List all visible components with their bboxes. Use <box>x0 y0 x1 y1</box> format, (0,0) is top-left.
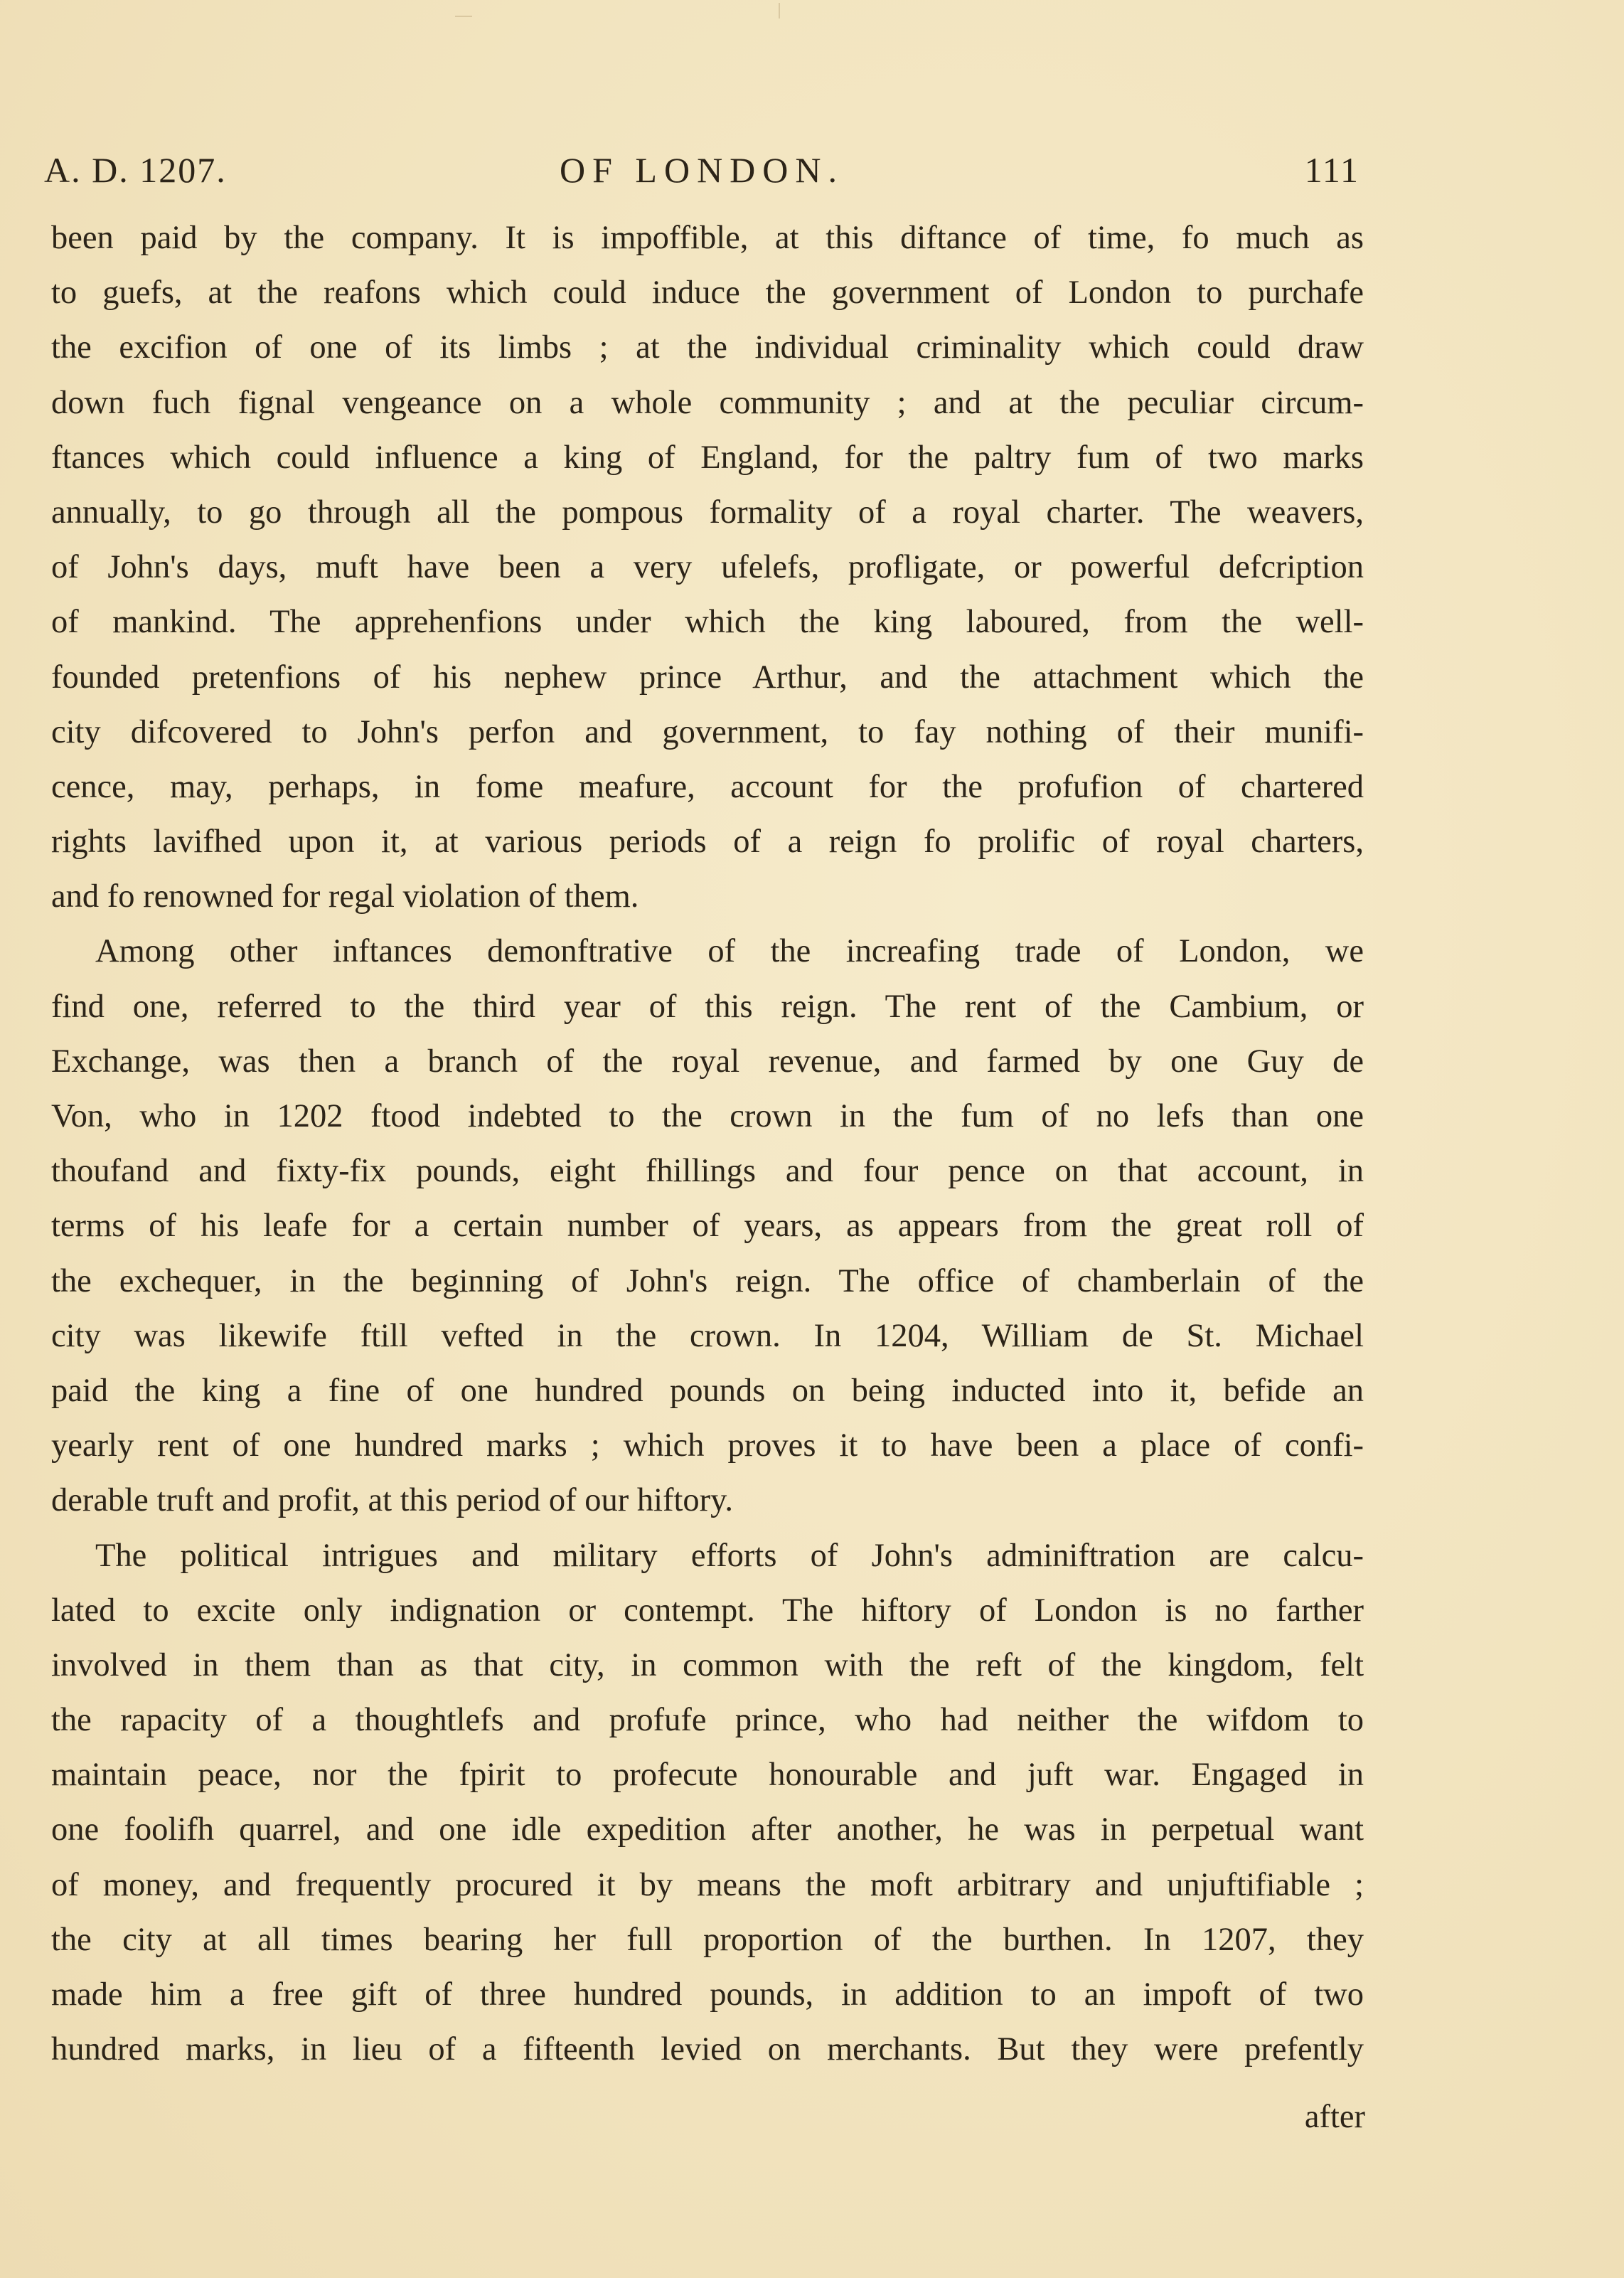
text-line: the city at all times bearing her full proportion of the burthen. In 1207, they <box>51 1921 1364 1958</box>
header-year: A. D. 1207. <box>44 150 227 190</box>
text-line: Among other inftances demonftrative of the increafing trade of London, we <box>95 933 1364 970</box>
text-line: involved in them than as that city, in common with the reft of the kingdom, felt <box>51 1646 1364 1683</box>
text-line: lated to excite only indignation or contempt. The hiftory of London is no farther <box>51 1592 1364 1629</box>
text-line: find one, referred to the third year of this reign. The rent of the Cambium, or <box>51 988 1364 1025</box>
header-title: OF LONDON. <box>560 150 844 190</box>
speck <box>455 16 472 17</box>
text-line: of mankind. The apprehenfions under which the king laboured, from the well- <box>51 604 1364 641</box>
speck <box>779 3 780 18</box>
text-line: made him a free gift of three hundred pounds, in addition to an impoft of two <box>51 1976 1364 2013</box>
text-line: down fuch fignal vengeance on a whole community ; and at the peculiar circum- <box>51 384 1364 421</box>
text-line: Exchange, was then a branch of the royal revenue, and farmed by one Guy de <box>51 1043 1364 1080</box>
text-line: city was likewife ftill vefted in the crown. In 1204, William de St. Michael <box>51 1317 1364 1354</box>
text-line: rights lavifhed upon it, at various periods of a reign fo prolific of royal charters, <box>51 824 1364 861</box>
text-line: derable truft and profit, at this period of our hiftory. <box>51 1482 733 1519</box>
page-number: 111 <box>1304 150 1359 190</box>
text-line: to guefs, at the reafons which could induce the government of London to purchafe <box>51 275 1364 312</box>
text-line: hundred marks, in lieu of a fifteenth levied on merchants. But they were prefently <box>51 2031 1364 2068</box>
text-line: thoufand and fixty-fix pounds, eight fhillings and four pence on that account, in <box>51 1153 1364 1190</box>
text-line: yearly rent of one hundred marks ; which proves it to have been a place of confi- <box>51 1427 1364 1464</box>
body-text <box>51 211 1364 2077</box>
text-line: of John's days, muft have been a very ufelefs, profligate, or powerful defcription <box>51 549 1364 586</box>
catchword: after <box>1304 2099 1365 2135</box>
text-line: the rapacity of a thoughtlefs and profufe prince, who had neither the wifdom to <box>51 1702 1364 1739</box>
text-line: maintain peace, nor the fpirit to profecute honourable and juft war. Engaged in <box>51 1757 1364 1794</box>
text-line: ftances which could influence a king of England, for the paltry fum of two marks <box>51 439 1364 476</box>
text-line: The political intrigues and military efforts of John's adminiftration are calcu- <box>95 1537 1364 1574</box>
text-line: annually, to go through all the pompous formality of a royal charter. The weavers, <box>51 494 1364 531</box>
text-line: the excifion of one of its limbs ; at the individual criminality which could draw <box>51 329 1364 366</box>
text-line: of money, and frequently procured it by means the moft arbitrary and unjuftifiable ; <box>51 1866 1364 1903</box>
text-line: and fo renowned for regal violation of them. <box>51 878 639 915</box>
text-line: city difcovered to John's perfon and government, to fay nothing of their munifi- <box>51 713 1364 750</box>
text-line: paid the king a fine of one hundred pounds on being inducted into it, befide an <box>51 1372 1364 1409</box>
text-line: founded pretenfions of his nephew prince Arthur, and the attachment which the <box>51 659 1364 696</box>
text-line: one foolifh quarrel, and one idle expedition after another, he was in perpetual want <box>51 1811 1364 1848</box>
text-line: cence, may, perhaps, in fome meafure, account for the profufion of chartered <box>51 768 1364 805</box>
text-line: been paid by the company. It is impoffible, at this diftance of time, fo much as <box>51 220 1364 256</box>
text-line: Von, who in 1202 ftood indebted to the crown in the fum of no lefs than one <box>51 1098 1364 1134</box>
text-line: terms of his leafe for a certain number of years, as appears from the great roll of <box>51 1208 1364 1245</box>
text-line: the exchequer, in the beginning of John's reign. The office of chamberlain of the <box>51 1262 1364 1299</box>
running-header <box>44 149 1359 199</box>
